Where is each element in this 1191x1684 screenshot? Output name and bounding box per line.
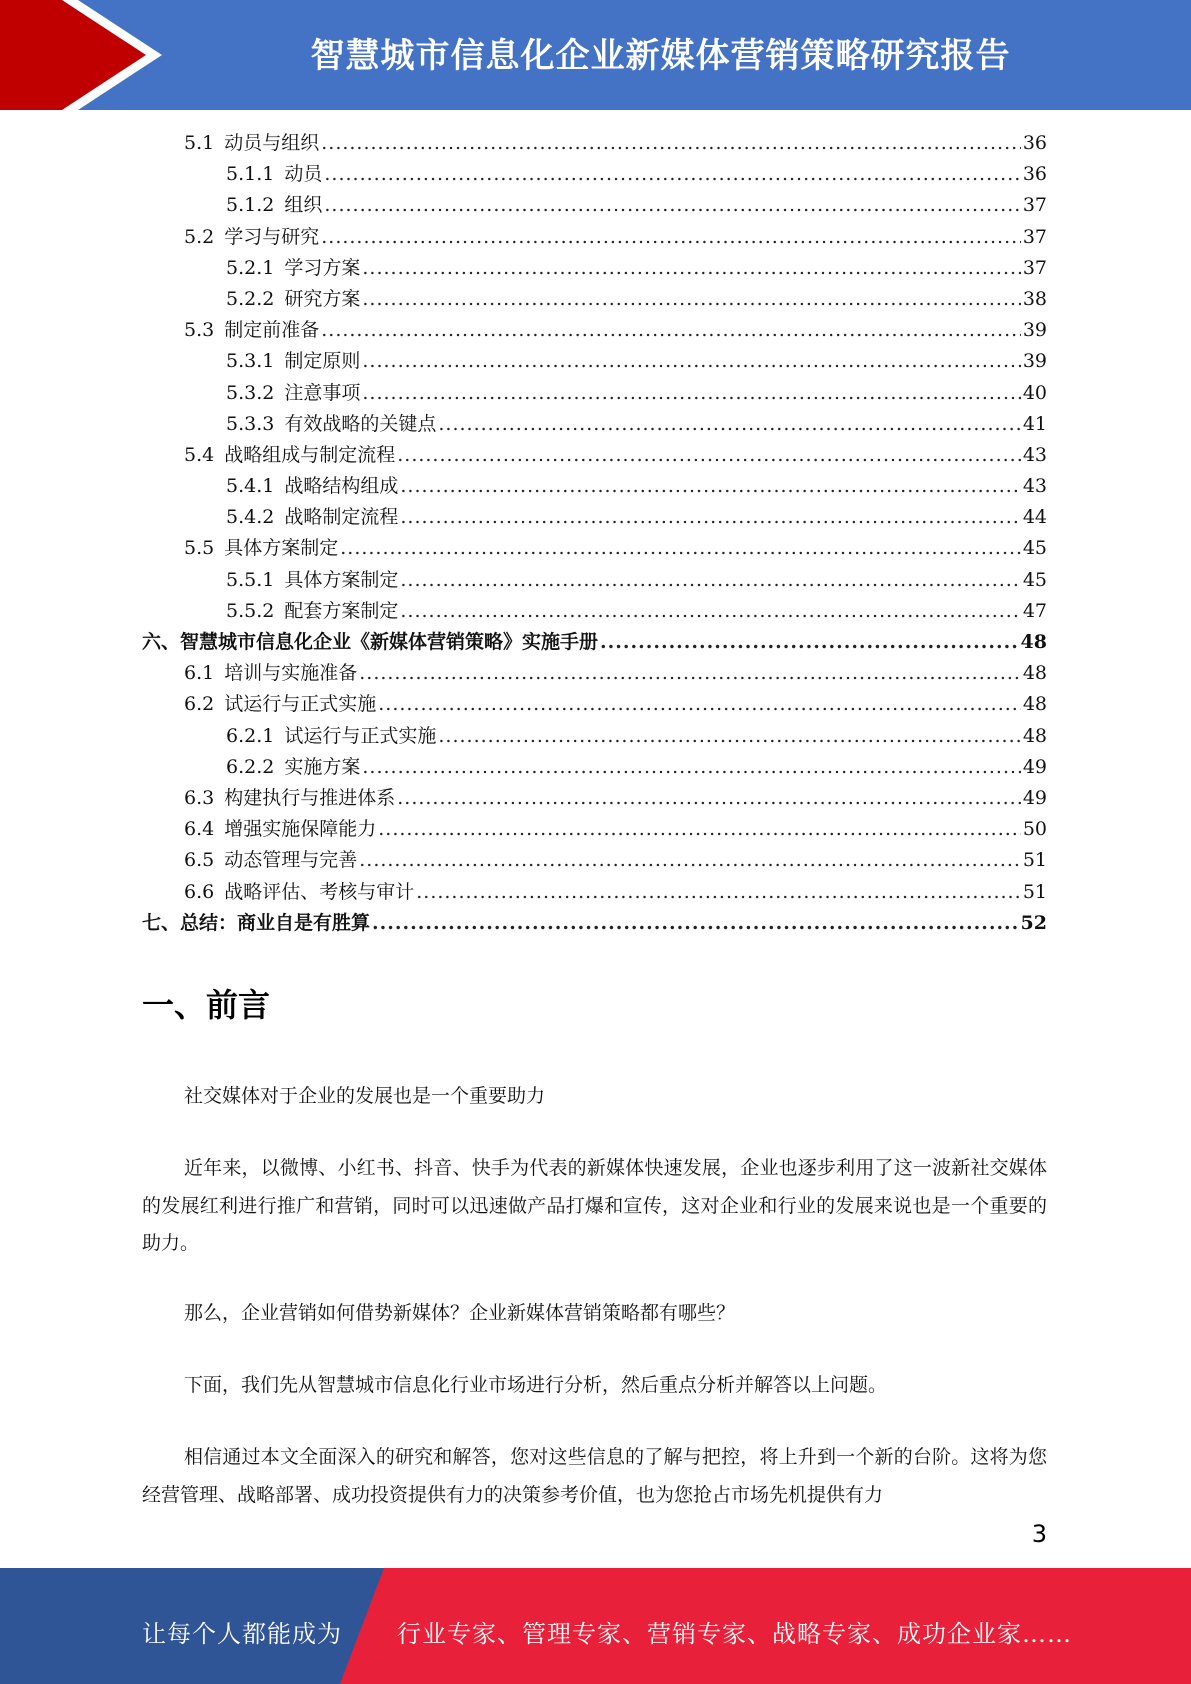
toc-entry-number: 5.4 [184, 443, 215, 466]
toc-dot-leader [400, 502, 1020, 533]
toc-dot-leader [400, 596, 1020, 627]
toc-dot-leader [416, 877, 1021, 908]
toc-entry[interactable] [142, 440, 1047, 471]
footer-slogan-left: 让每个人都能成为 [142, 1620, 342, 1648]
toc-dot-leader [321, 222, 1021, 253]
footer-slogan-right: 行业专家、管理专家、营销专家、战略专家、成功企业家…… [397, 1620, 1072, 1648]
toc-entry-number: 六、 [142, 631, 181, 653]
toc-entry[interactable] [142, 253, 1047, 284]
toc-entry[interactable] [142, 658, 1047, 689]
toc-entry-number: 6.6 [184, 880, 215, 903]
toc-entry-title: 战略评估、考核与审计 [224, 880, 415, 903]
toc-entry-page: 48 [1022, 724, 1047, 747]
toc-entry-number: 5.4.2 [226, 506, 275, 529]
toc-entry[interactable] [142, 596, 1047, 627]
toc-entry-number: 5.3.1 [226, 350, 275, 373]
toc-entry-page: 36 [1022, 163, 1047, 186]
toc-entry-number: 5.3 [184, 319, 215, 342]
toc-entry-title: 制定原则 [284, 350, 361, 373]
toc-entry-title: 配套方案制定 [284, 599, 399, 622]
toc-entry-title: 总结：商业自是有胜算 [180, 911, 371, 934]
toc-entry-number: 6.1 [184, 662, 215, 685]
page-header [0, 0, 1191, 110]
toc-entry-page: 50 [1022, 818, 1047, 841]
toc-entry-title: 具体方案制定 [284, 568, 399, 591]
toc-entry-page: 43 [1022, 475, 1047, 498]
toc-entry-page: 36 [1022, 132, 1047, 154]
toc-entry[interactable] [142, 159, 1047, 190]
toc-dot-leader [362, 752, 1020, 783]
toc-entry-number: 5.1.1 [226, 163, 275, 186]
toc-dot-leader [359, 845, 1021, 876]
toc-entry-number: 6.3 [184, 786, 215, 809]
toc-entry-page: 39 [1022, 350, 1047, 373]
report-title: 智慧城市信息化企业新媒体营销策略研究报告 [310, 36, 1011, 76]
toc-entry-number: 6.5 [184, 849, 215, 872]
toc-entry[interactable] [142, 565, 1047, 596]
paragraph: 社交媒体对于企业的发展也是一个重要助力 [184, 1085, 546, 1107]
toc-entry[interactable] [142, 877, 1047, 908]
toc-entry-page: 49 [1022, 755, 1047, 778]
toc-entry-title: 培训与实施准备 [224, 662, 358, 685]
toc-dot-leader [600, 627, 1019, 658]
toc-entry-title: 战略组成与制定流程 [224, 443, 396, 466]
toc-dot-leader [362, 253, 1020, 284]
toc-entry-number: 6.2 [184, 693, 215, 716]
toc-entry[interactable] [142, 378, 1047, 409]
toc-dot-leader [359, 658, 1021, 689]
toc-dot-leader [400, 471, 1020, 502]
page-number: 3 [1031, 1520, 1047, 1548]
toc-entry-title: 注意事项 [284, 381, 361, 404]
toc-entry-page: 40 [1022, 381, 1047, 404]
toc-entry-title: 制定前准备 [224, 319, 320, 342]
toc-entry-page: 48 [1022, 693, 1047, 716]
toc-entry[interactable] [142, 627, 1047, 658]
toc-entry[interactable] [142, 284, 1047, 315]
toc-dot-leader [321, 128, 1021, 159]
toc-entry-page: 44 [1022, 506, 1047, 529]
toc-entry[interactable] [142, 128, 1047, 159]
table-of-contents [142, 128, 1047, 939]
toc-entry-title: 有效战略的关键点 [284, 412, 437, 435]
toc-entry-title: 动态管理与完善 [224, 849, 358, 872]
toc-entry-page: 47 [1022, 599, 1047, 622]
toc-entry-page: 51 [1022, 849, 1047, 872]
toc-entry[interactable] [142, 222, 1047, 253]
toc-entry-page: 37 [1022, 225, 1047, 248]
toc-entry-title: 动员 [284, 163, 323, 186]
toc-dot-leader [362, 378, 1020, 409]
toc-entry-page: 49 [1022, 786, 1047, 809]
toc-entry-page: 37 [1022, 256, 1047, 279]
toc-entry-number: 6.4 [184, 818, 215, 841]
toc-entry-page: 52 [1020, 911, 1047, 934]
toc-dot-leader [397, 440, 1021, 471]
toc-dot-leader [321, 315, 1021, 346]
toc-entry-title: 增强实施保障能力 [224, 818, 377, 841]
toc-dot-leader [324, 190, 1020, 221]
toc-entry-title: 动员与组织 [224, 132, 320, 154]
toc-entry[interactable] [142, 845, 1047, 876]
toc-entry-number: 5.5 [184, 537, 215, 560]
toc-entry[interactable] [142, 814, 1047, 845]
toc-entry-number: 5.2 [184, 225, 215, 248]
toc-entry-title: 战略结构组成 [284, 475, 399, 498]
toc-entry[interactable] [142, 346, 1047, 377]
toc-entry-number: 5.1.2 [226, 194, 275, 217]
toc-entry-page: 51 [1022, 880, 1047, 903]
toc-entry-page: 45 [1022, 568, 1047, 591]
toc-entry[interactable] [142, 315, 1047, 346]
paragraph: 下面，我们先从智慧城市信息化行业市场进行分析，然后重点分析并解答以上问题。 [184, 1374, 888, 1396]
paragraph: 近年来，以微博、小红书、抖音、快手为代表的新媒体快速发展，企业也逐步利用了这一波新社交媒体的发展红利进行推广和营销，同时可以迅速做产品打爆和宣传，这对企业和行业的发展来说也是一个重要的助力。 [142, 1157, 1047, 1254]
toc-dot-leader [362, 284, 1020, 315]
toc-dot-leader [378, 689, 1021, 720]
toc-entry-number: 5.1 [184, 132, 215, 154]
toc-entry[interactable] [142, 533, 1047, 564]
section-heading: 一、前言 [142, 986, 271, 1024]
toc-entry-number: 5.5.2 [226, 599, 275, 622]
toc-entry-page: 45 [1022, 537, 1047, 560]
toc-entry-title: 实施方案 [284, 755, 361, 778]
toc-dot-leader [362, 346, 1020, 377]
toc-entry-title: 学习与研究 [224, 225, 320, 248]
toc-entry[interactable] [142, 783, 1047, 814]
toc-entry-title: 具体方案制定 [224, 537, 339, 560]
page-footer [0, 1568, 1191, 1684]
toc-entry[interactable] [142, 471, 1047, 502]
toc-entry[interactable] [142, 721, 1047, 752]
paragraph: 那么，企业营销如何借势新媒体？企业新媒体营销策略都有哪些？ [184, 1302, 736, 1324]
toc-entry[interactable] [142, 908, 1047, 939]
toc-entry-title: 智慧城市信息化企业《新媒体营销策略》实施手册 [180, 631, 599, 653]
toc-entry-page: 48 [1020, 631, 1047, 653]
toc-dot-leader [324, 159, 1020, 190]
toc-dot-leader [397, 783, 1021, 814]
toc-entry-page: 43 [1022, 443, 1047, 466]
toc-dot-leader [378, 814, 1021, 845]
toc-entry-title: 组织 [284, 194, 323, 217]
toc-entry-page: 37 [1022, 194, 1047, 217]
toc-entry-title: 战略制定流程 [284, 506, 399, 529]
paragraph: 相信通过本文全面深入的研究和解答，您对这些信息的了解与把控，将上升到一个新的台阶。这将为您经营管理、战略部署、成功投资提供有力的决策参考价值，也为您抢占市场先机提供有力 [142, 1446, 1047, 1506]
toc-dot-leader [400, 565, 1020, 596]
toc-entry-page: 48 [1022, 662, 1047, 685]
toc-entry-title: 学习方案 [284, 256, 361, 279]
toc-dot-leader [340, 533, 1021, 564]
toc-dot-leader [372, 908, 1019, 939]
toc-entry-page: 38 [1022, 287, 1047, 310]
toc-entry-number: 5.2.2 [226, 287, 275, 310]
toc-entry-number: 6.2.1 [226, 724, 275, 747]
toc-entry[interactable] [142, 409, 1047, 440]
toc-dot-leader [438, 409, 1020, 440]
toc-entry-number: 5.2.1 [226, 256, 275, 279]
toc-entry-number: 七、 [142, 911, 181, 934]
toc-entry-number: 5.5.1 [226, 568, 275, 591]
toc-entry[interactable] [142, 689, 1047, 720]
toc-entry-title: 构建执行与推进体系 [224, 786, 396, 809]
toc-entry-page: 41 [1022, 412, 1047, 435]
toc-entry[interactable] [142, 752, 1047, 783]
toc-entry-page: 39 [1022, 319, 1047, 342]
toc-entry-title: 试运行与正式实施 [224, 693, 377, 716]
toc-entry[interactable] [142, 190, 1047, 221]
toc-entry[interactable] [142, 502, 1047, 533]
toc-entry-title: 研究方案 [284, 287, 361, 310]
toc-entry-number: 6.2.2 [226, 755, 275, 778]
toc-entry-number: 5.3.2 [226, 381, 275, 404]
toc-entry-number: 5.4.1 [226, 475, 275, 498]
toc-dot-leader [438, 721, 1020, 752]
toc-entry-number: 5.3.3 [226, 412, 275, 435]
toc-entry-title: 试运行与正式实施 [284, 724, 437, 747]
